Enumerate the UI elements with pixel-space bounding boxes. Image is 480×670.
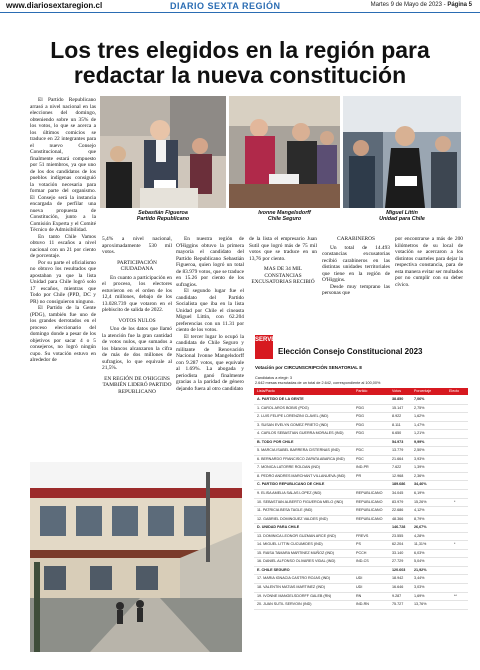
cell-percent: 34,46% [414,482,427,487]
paragraph: El tercer lugar lo ocupó la candidata de Chile Seguro y militante de Renovación Nacional Ivonne Mangelsdorff con 9.287 votos, que equivale al 1.69%. La abogada y periodista ganó finalmente gracias a la paridad de género dejando fuera al otro candidato [176,333,244,392]
header-electo: Electo [449,389,459,393]
cell-percent: 7,06% [414,397,425,401]
cell-percent: 2,75% [414,405,425,410]
cell-party: REPUBLICANO [356,508,383,513]
cell-percent: 1,39% [414,465,425,470]
table-row [254,405,468,414]
table-row [254,516,468,525]
cell-votes: 83.979 [392,499,404,504]
table-row [254,567,468,576]
cell-percent: 1,47% [414,422,425,427]
table-row [254,413,468,422]
cell-name: E. CHILE SEGURO [257,567,290,572]
paragraph: El segundo lugar fue el candidato del Partido Socialista que iba en la lista Unidad por Chile el cineasta Miguel Littin, con 62.204 preferencias con un 11.31 por ciento de los votos. [176,288,244,333]
subheading: MAS DE 34 MIL CONSTANCIAS EXCUSATORIAS RECIBIÓ [251,266,315,285]
cell-name: 4. CARLOS SEBASTIAN GUERRA MORALES (IND) [257,431,344,436]
table-row [254,430,468,439]
paragraph: El Partido de la Gente (PDG), también fue uno de los grandes derrotados en el proceso eleccionario del domingo donde a pesar de los objetivos por sacar 4 o 5 consejeros, no logró ningún cupo. Su votación estuvo en alrededor de [30,305,96,363]
cell-votes: 9.287 [392,593,402,598]
cell-votes: 48.366 [392,516,404,521]
table-row [254,507,468,516]
results-note-line-1: Candidatos a elegir: 3 [255,376,292,380]
results-subtitle: Votación por CIRCUNSCRIPCIÓN SENATORIAL 8 [255,365,362,370]
table-row [254,456,468,465]
cell-votes: 16.646 [392,585,404,590]
cell-votes: 33.140 [392,550,404,555]
date-text: Martes 9 de Mayo de 2023 - [370,2,448,8]
cell-votes: 23.555 [392,533,404,538]
cell-votes: 120.603 [392,567,406,572]
table-row [254,464,468,473]
header-lista: Lista/Pacto [257,389,275,393]
table-row [254,558,468,567]
cell-votes: 54.973 [392,439,404,444]
paragraph: Uno de los datos que llamó la atención fue la gran cantidad de votos nulos, que sumados a los blancos alcanzaron la cifra de más de dos millones de sufragios, lo que equivale al 21,5%. [102,326,172,371]
caption-figueroa [100,210,226,223]
cell-percent: 4,12% [414,508,425,513]
header-partido: Partido [356,389,368,393]
caption-littin-party: Unidad para Chile [379,216,425,223]
cell-percent: 13,76% [414,602,427,607]
cell-name: C. PARTIDO REPUBLICANO DE CHILE [257,482,325,487]
article-column-5 [322,236,390,297]
cell-votes: 75.727 [392,602,404,607]
headline: Los tres elegidos en la región para redactar la nueva constitución [50,37,430,88]
cell-percent: 4,28% [414,533,425,538]
photo-figueroa [100,96,226,208]
paragraph: El Partido Republicano arrasó a nivel nacional en las elecciones del domingo, obteniendo sobre un 35% de los votos, lo que se acerca a los últimos comicios se traduce en 22 integrantes para el nuevo Consejo Constitucional, que finalmente estará compuesto por 51 miembros, ya que uno de los dos candidatos de los pueblos indígenas consiguió la votación necesaria para formar parte del organismo. El Consejo será la instancia encargada de perfilar una nueva propuesta de Constitución, junto a la Comisión Experta y el Comité Técnico de Admisibilidad. [30,97,96,233]
subheading: CARABINEROS [336,236,376,242]
header-porcentaje: Porcentaje [414,389,432,393]
cell-votes: 7.622 [392,465,402,470]
cell-votes: 6.650 [392,431,402,436]
caption-mangelsdorff [229,210,340,223]
table-row [254,490,468,499]
cell-name: B. TODO POR CHILE [257,439,294,444]
cell-votes: 12.968 [392,473,404,478]
cell-percent: 3,03% [414,585,425,590]
subheading: EN REGIÓN DE O'HIGGINS TAMBIÉN LIDERÓ PARTIDO REPUBLICANO [102,375,172,395]
cell-percent: 3,44% [414,576,425,581]
cell-votes: 27.729 [392,559,404,564]
cell-party: RN [356,593,362,598]
results-table-box [250,335,472,607]
paragraph: Por su parte el oficialismo no obtuvo los resultados que apostaban ya que la lista Unidad para Chile logró solo 17 escaños, mientras que Todo por Chile (PPD, DC y PR) no consiguieron ninguno. [30,259,96,305]
cell-party: PCCH [356,550,367,555]
cell-percent: 26,67% [414,525,427,530]
table-row [254,524,468,533]
cell-party: REPUBLICANO [356,516,383,521]
table-row [254,593,468,602]
article-column-6 [395,236,463,288]
cell-name: 2. LUIS FELIPE LORENZINI CLAVEL (IND) [257,414,329,419]
cell-percent: 9,99% [414,439,425,444]
cell-name: 7. MONICA LATORRE ROLDAN (IND) [257,465,320,470]
header-votos: Votos [392,389,401,393]
cell-votes: 8.922 [392,414,402,419]
cell-party: UDI [356,585,363,590]
cell-elected: ** [454,593,457,598]
paragraph: 5,4% a nivel nacional, aproximadamente 530 mil votos. [102,236,172,255]
cell-name: 1. CAROL AROS BOBIS (PDG) [257,405,309,410]
top-bar [0,0,480,13]
cell-name: 5. MARCIA ISABEL BARRERA CISTERNAS (IND) [257,448,340,453]
cell-votes: 22.686 [392,508,404,513]
paragraph: por encontrarse a más de 200 kilómetros de su local de votación se acercaron a los distintos cuarteles para dejar la respectiva constancia, para de esta manera evitar ser multados por no cumplir con su deber cívico. [395,236,463,288]
results-table-body [254,396,468,610]
cell-party: IND-RN [356,602,369,607]
cell-votes: 189.686 [392,482,406,487]
section-name: DIARIO SEXTA REGIÓN [170,1,281,11]
cell-name: 19. IVONNE MANGELSDORFF GALEB (RN) [257,593,332,598]
photo-polling-place [30,462,242,652]
cell-party: PDC [356,456,364,461]
paragraph: En tanto Chile Vamos obtuvo 11 escaños a nivel nacional con un 21 por ciento de porcentaje. [30,233,96,259]
cell-percent: 3,93% [414,456,425,461]
cell-name: 15. RAISA TAMARA MARTINEZ MUÑOZ (IND) [257,550,335,555]
cell-party: IND-CS [356,559,369,564]
cell-party: PS [356,542,361,547]
caption-mangelsdorff-party: Chile Seguro [267,216,302,223]
cell-name: 10. SEBASTIAN ALBERTO FIGUEROA MELO (IND) [257,499,344,504]
cell-percent: 21,92% [414,567,427,572]
cell-name: 3. SUSAN EVELYN GOMEZ PRIETO (IND) [257,422,329,427]
cell-percent: 5,04% [414,559,425,564]
cell-percent: 1,69% [414,593,425,598]
cell-name: 17. MARIA IGNACIA CASTRO ROJAS (IND) [257,576,331,581]
servel-logo: SERVEL [255,335,273,359]
cell-party: PR [356,473,362,478]
caption-mangelsdorff-name: Ivonne Mangelsdorff [258,210,311,216]
site-url[interactable]: www.diariosextaregion.cl [6,1,103,10]
paragraph: de la lista el empresario Juan Sutil que logró más de 75 mil votos que se traduce en un 13,76 por ciento. [249,236,317,262]
table-row [254,447,468,456]
cell-party: FREVS [356,533,369,538]
cell-party: UDI [356,576,363,581]
cell-name: 11. PATRICIA BESA TAGLE (IND) [257,508,313,513]
photo-mangelsdorff [229,96,340,208]
table-row [254,396,468,405]
caption-littin [343,210,461,223]
cell-votes: 21.664 [392,456,404,461]
results-note-line-2: 2.642 mesas escrutadas de un total de 2.642, correspondiente al 100,00% [255,380,381,385]
table-row [254,584,468,593]
article-column-4 [249,236,317,288]
cell-name: 14. MIGUEL LITTIN CUCUMIDES (IND) [257,542,323,547]
results-note [255,376,380,385]
cell-name: 12. GABRIEL DOMINGUEZ VALDES (IND) [257,516,328,521]
table-row [254,481,468,490]
cell-party: PDC [356,448,364,453]
cell-elected: * [454,542,456,547]
caption-littin-name: Miguel Littin [386,210,418,216]
cell-percent: 6,03% [414,550,425,555]
cell-votes: 18.942 [392,576,404,581]
results-table-header [254,388,468,395]
cell-name: D. UNIDAD PARA CHILE [257,525,300,530]
cell-percent: 2,36% [414,473,425,478]
paragraph: En cuanto a participación en el proceso, los electores estuvieron en el orden de los 12,4 millones, debajo de los 13.028.739 que votaron en el plebiscito de salida de 2022. [102,274,172,313]
table-row [254,422,468,431]
table-row [254,601,468,610]
cell-votes: 146.728 [392,525,406,530]
table-row [254,533,468,542]
cell-party: REPUBLICANO [356,499,383,504]
cell-name: A. PARTIDO DE LA GENTE [257,397,304,401]
cell-name: 13. DOMINICA LEONOR GUZMAN ARCE (IND) [257,533,336,538]
cell-name: 16. DANIEL ALFONSO OLIVARES VIDAL (IND) [257,559,336,564]
caption-figueroa-name: Sebastián Figueroa [138,210,188,216]
paragraph: Desde muy temprano las personas que [322,283,390,296]
photo-littin [343,96,461,208]
table-row [254,575,468,584]
cell-name: 9. ELISA AMELIA SALAS LOPEZ (IND) [257,491,322,496]
subheading: PARTICIPACIÓN CIUDADANA [117,259,157,272]
article-column-3 [176,236,244,392]
caption-figueroa-party: Partido Republicano [136,216,190,223]
cell-name: 18. VALENTIN MATIAS MARTINEZ (IND) [257,585,326,590]
page-number: Página 5 [447,2,472,8]
subheading: VOTOS NULOS [118,317,156,324]
cell-party: REPUBLICANO [356,491,383,496]
cell-elected: * [454,499,456,504]
cell-party: PDG [356,422,364,427]
table-row [254,541,468,550]
cell-votes: 15.147 [392,405,404,410]
article-column-1 [30,97,96,364]
cell-percent: 1,62% [414,414,425,419]
cell-percent: 15,26% [414,499,427,504]
results-title: Elección Consejo Constitucional 2023 [278,347,423,356]
cell-percent: 1,21% [414,431,425,436]
cell-percent: 6,19% [414,491,425,496]
paragraph: En nuestra región de O'Higgins obtuvo la primera mayoría el candidato del Partido Republicano Sebastián Figueroa, quien logró un total de 83.979 votos, que se traduce en 15.26 por ciento de los sufragios. [176,236,244,288]
cell-percent: 11,31% [414,542,427,547]
cell-name: 8. PEDRO ANDRES MARCHANT VILLANUEVA (IND) [257,473,346,478]
cell-party: PDG [356,431,364,436]
cell-name: 6. BERNARDO FRANCISCO ZAPATA ABARCA (IND) [257,456,345,461]
cell-name: 20. JUAN SUTIL SERVOIN (IND) [257,602,312,607]
cell-percent: 8,79% [414,516,425,521]
paragraph: Un total de 14.493 constancias excusatorias recibió carabineros en las distintas unidades territoriales que tiene en la región de O'Higgins. [322,244,390,283]
table-row [254,473,468,482]
table-row [254,499,468,508]
cell-party: PDG [356,405,364,410]
table-row [254,550,468,559]
cell-votes: 38.850 [392,397,404,401]
cell-votes: 13.779 [392,448,404,453]
dateline [371,2,472,8]
article-column-2 [102,236,172,397]
cell-votes: 8.111 [392,422,401,427]
cell-percent: 2,50% [414,448,425,453]
cell-votes: 34.045 [392,491,404,496]
table-row [254,439,468,448]
cell-party: PDG [356,414,364,419]
cell-party: IND-PR [356,465,369,470]
cell-votes: 62.204 [392,542,404,547]
